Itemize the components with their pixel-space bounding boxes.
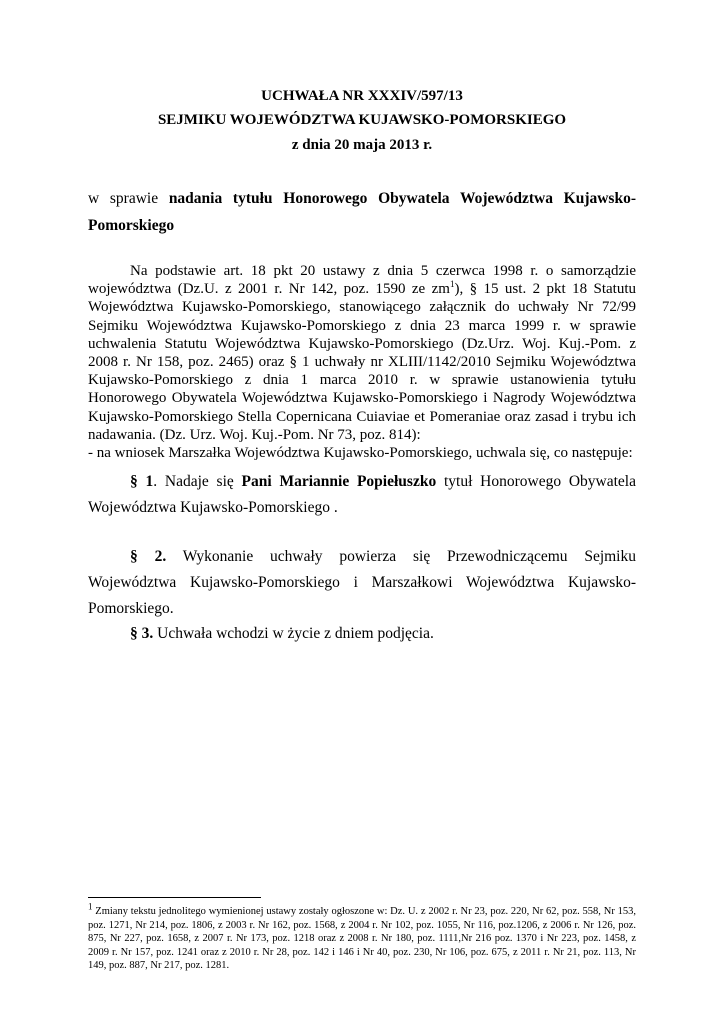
footnote-reference: 1 xyxy=(449,279,455,290)
section-2-mark: § 2. xyxy=(130,548,167,565)
section-1-text: . Nadaje się xyxy=(153,473,242,490)
subject-line xyxy=(88,185,636,212)
section-3 xyxy=(88,621,636,647)
section-3-mark: § 3. xyxy=(130,625,154,642)
section-3-text: Uchwała wchodzi w życie z dniem podjęcia. xyxy=(153,625,434,642)
legal-basis-text-continued: ), § 15 ust. 2 pkt 18 Statutu Województwa Kujawsko-Pomorskiego, stanowiącego załącznik do uchwały Nr 72/99 Sejmiku Województwa Kujawsko-Pomorskiego z dnia 23 marca 1999 r. w sprawie uchwalenia Statutu Województwa Kujawsko-Pomorskiego (Dz.Urz. Woj. Kuj.-Pom. z 2008 r. Nr 158, poz. 2465) oraz § 1 uchwały nr XLIII/1142/2010 Sejmiku Województwa Kujawsko-Pomorskiego z dnia 1 marca 2010 r. w sprawie ustanowienia tytułu Honorowego Obywatela Województwa Kujawsko-Pomorskiego i Nagrody Województwa Kujawsko-Pomorskiego Stella Copernicana Cuiaviae et Pomeraniae oraz zasad i trybu ich nadawania. (Dz. Urz. Woj. Kuj.-Pom. Nr 73, poz. 814): xyxy=(88,281,637,443)
section-1 xyxy=(88,469,636,521)
legal-basis-text: Na podstawie art. 18 pkt 20 ustawy z dnia 5 czerwca 1998 r. o samorządzie województwa (Dz.U. z 2001 r. Nr 142, poz. 1590 ze zm xyxy=(88,263,636,298)
issuing-body: SEJMIKU WOJEWÓDZTWA KUJAWSKO-POMORSKIEGO xyxy=(157,112,567,128)
resolution-number: UCHWAŁA NR XXXIV/597/13 xyxy=(261,88,463,104)
honoree-name: Pani Mariannie Popiełuszko xyxy=(241,473,437,490)
footnote-text: Zmiany tekstu jednolitego wymienionej ustawy zostały ogłoszone w: Dz. U. z 2002 r. Nr 23, poz. 220, Nr 62, poz. 558, Nr 153, poz. 1271, Nr 214, poz. 1806, z 2003 r. Nr 162, poz. 1568, z 2004 r. Nr 102, poz. 1055, Nr 116, poz.1206, z 2006 r. Nr 126, poz. 875, Nr 227, poz. 1658, z 2007 r. Nr 173, poz. 1218 oraz z 2008 r. Nr 180, poz. 1111,Nr 216 poz. 1370 i Nr 223, poz. 1458, z 2009 r. Nr 157, poz. 1241 oraz z 2010 r. Nr 28, poz. 142 i 146 i Nr 40, poz. 230, Nr 106, poz. 675, z 2011 r. Nr 21, poz. 113, Nr 149, poz. 887, Nr 217, poz. 1281. xyxy=(88,906,636,972)
section-2-text: Wykonanie uchwały powierza się Przewodniczącemu Sejmiku Województwa Kujawsko-Pomorskiego i Marszałkowi Województwa Kujawsko-Pomorskiego. xyxy=(88,548,636,617)
subject-title-continued: Pomorskiego xyxy=(88,217,175,234)
footnote xyxy=(88,901,636,973)
resolution-date: z dnia 20 maja 2013 r. xyxy=(291,137,433,153)
subject-title: nadania tytułu Honorowego Obywatela Województwa Kujawsko- xyxy=(168,190,636,207)
motion-line: - na wniosek Marszałka Województwa Kujawsko-Pomorskiego, uchwala się, co następuje: xyxy=(88,445,633,462)
footnote-separator xyxy=(88,897,261,898)
section-2 xyxy=(88,544,636,622)
legal-basis-paragraph xyxy=(88,262,636,444)
footnote-number: 1 xyxy=(88,901,93,912)
subject-prefix: w sprawie xyxy=(88,190,169,207)
legal-basis xyxy=(88,262,636,462)
section-1-text-end: tytuł Honorowego Obywatela Województwa Kujawsko-Pomorskiego . xyxy=(88,473,636,516)
section-1-mark: § 1 xyxy=(130,473,154,490)
